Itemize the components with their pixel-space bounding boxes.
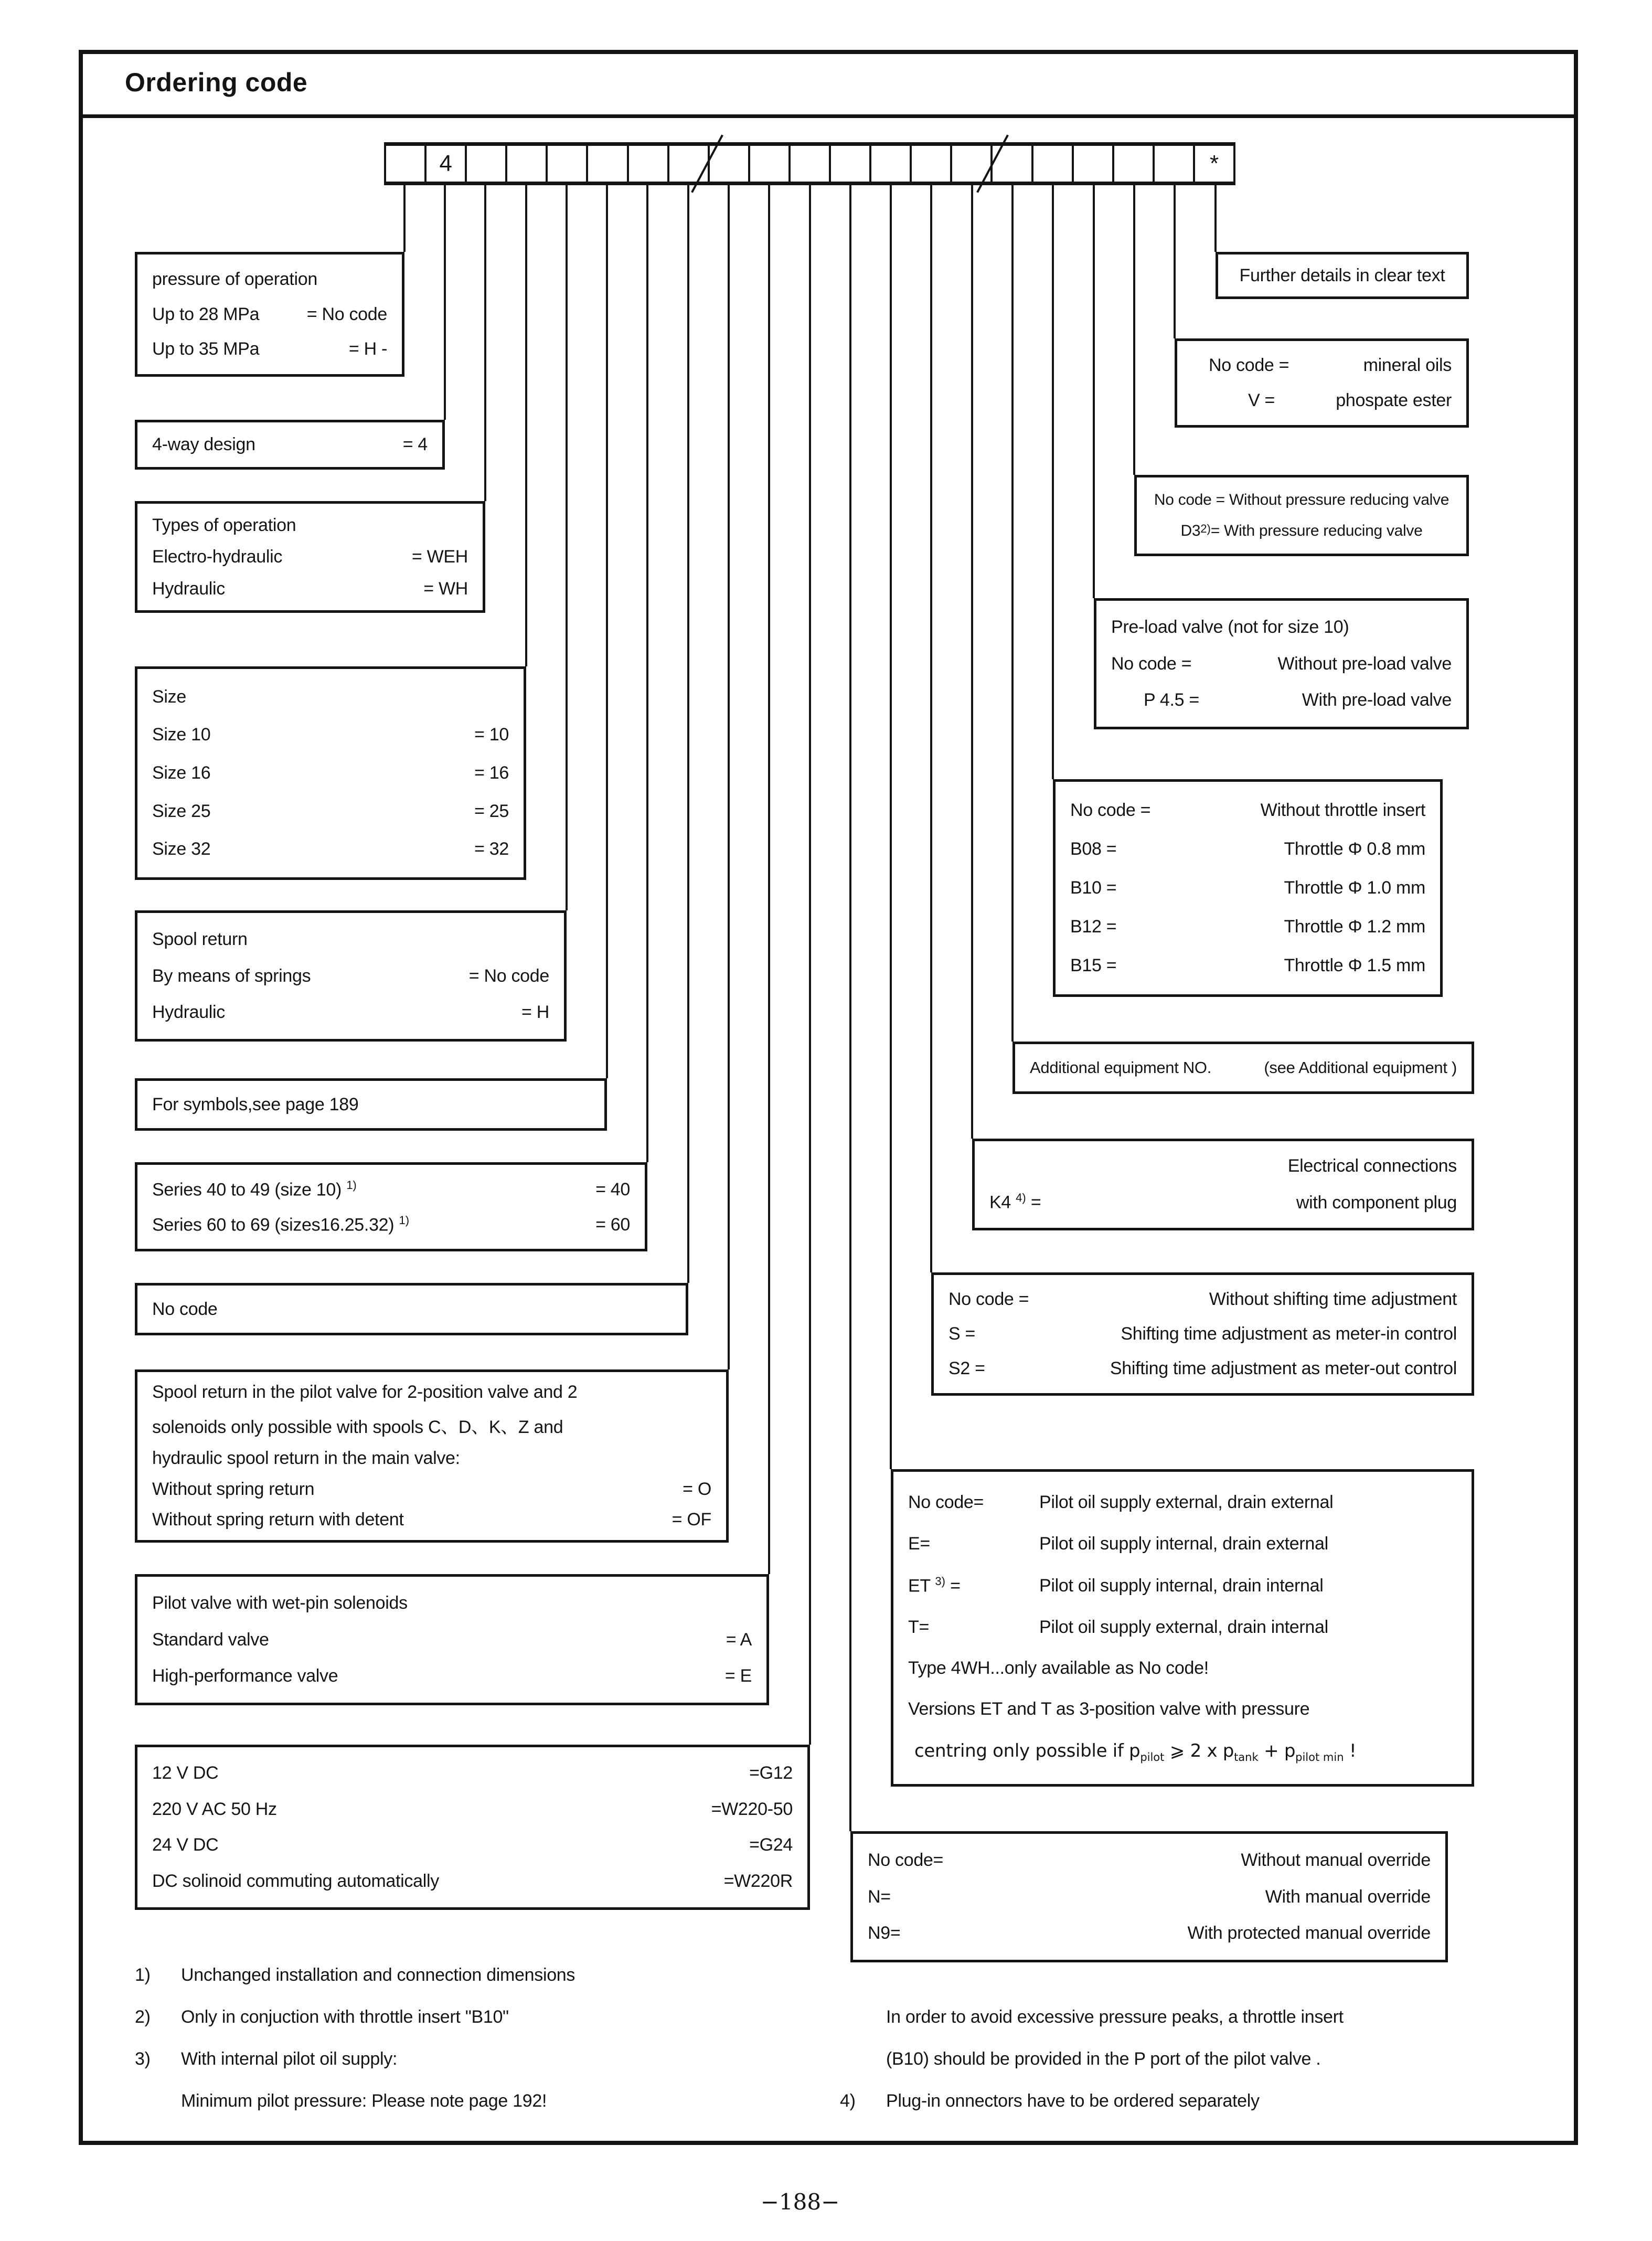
option-label: Additional equipment NO. [1030, 1058, 1212, 1077]
option-label: P 4.5 = [1144, 690, 1199, 710]
box-further-details [1216, 252, 1469, 299]
box-spool-return-pilot-valve [135, 1369, 729, 1543]
footnote-ref: 2) [1200, 522, 1211, 536]
connector-line [606, 185, 608, 1078]
option-label: K4 $^{4)}$ = [989, 1191, 1041, 1213]
option-label: S = [948, 1324, 976, 1344]
option-label: E= [908, 1533, 930, 1554]
option-label: Hydraulic [152, 578, 226, 599]
code-cell: * [1210, 151, 1219, 176]
footnote [135, 2049, 397, 2069]
box-title: Electrical connections [1287, 1156, 1457, 1176]
box-text: solenoids only possible with spools C、D、K、Z and [152, 1417, 563, 1438]
option-label: Up to 35 MPa [152, 339, 260, 359]
box-formula: centring only possible if $p_{pilot}$ ⩾ 2 x $p_{tank} + p_{pilot min}$ ! [914, 1740, 1357, 1764]
option-code: =G12 [749, 1762, 793, 1783]
option-label: Without spring return with detent [152, 1509, 404, 1530]
box-spool-return [135, 910, 567, 1042]
footnote-text: Only in conjuction with throttle insert "B10" [181, 2007, 509, 2027]
footnote-number: 3) [135, 2049, 151, 2069]
option-label: S2 = [948, 1358, 985, 1378]
box-pilot-valve-wet-pin [135, 1574, 769, 1705]
code-cell [1074, 146, 1114, 182]
code-cell [710, 146, 750, 182]
option-code: = 40 [595, 1180, 630, 1200]
code-cell [871, 146, 912, 182]
option-label: By means of springs [152, 965, 311, 986]
subscript: tank [1234, 1750, 1259, 1764]
option-label: Size 10 [152, 725, 211, 745]
option-desc: Shifting time adjustment as meter-in control [1121, 1324, 1457, 1344]
footnote [840, 2091, 1260, 2111]
option-desc: With protected manual override [1187, 1923, 1431, 1943]
connector-line [728, 185, 730, 1369]
footnote-ref: 3) [935, 1575, 945, 1588]
option-label: 4-way design [152, 434, 255, 454]
option-label: B12 = [1070, 917, 1117, 937]
connector-line [849, 185, 851, 1831]
footnote-text: Unchanged installation and connection dimensions [181, 1965, 575, 1985]
option-line: D3 2) = With pressure reducing valve [1180, 522, 1423, 540]
box-preload-valve [1094, 598, 1469, 729]
option-label: ET $^{3)}$ = [908, 1575, 961, 1596]
connector-line [1174, 185, 1176, 338]
option-desc: with component plug [1296, 1192, 1457, 1213]
footnote-number: 4) [840, 2091, 856, 2111]
box-title: pressure of operation [152, 269, 318, 289]
connector-line [1011, 185, 1014, 1042]
connector-line [1214, 185, 1217, 252]
option-desc: Without shifting time adjustment [1209, 1289, 1457, 1309]
footnote [135, 2091, 547, 2111]
option-desc: With manual override [1265, 1886, 1431, 1907]
code-cell [831, 146, 871, 182]
option-label: Size 32 [152, 839, 211, 859]
footnote-text: In order to avoid excessive pressure peaks, a throttle insert [886, 2007, 1344, 2027]
option-desc: Without pre-load valve [1277, 653, 1452, 674]
box-throttle-insert [1053, 779, 1443, 997]
footnote-text: Plug-in onnectors have to be ordered separately [886, 2091, 1260, 2111]
code-cell [629, 146, 669, 182]
connector-line [809, 185, 811, 1745]
box-electrical-connections [972, 1139, 1474, 1230]
option-code: = WEH [411, 547, 468, 567]
title-separator [79, 114, 1578, 118]
option-desc: Pilot oil supply internal, drain external [1039, 1533, 1328, 1554]
connector-line [930, 185, 932, 1272]
box-title: Pre-load valve (not for size 10) [1111, 617, 1349, 637]
box-fluid-type [1175, 338, 1469, 428]
box-pressure-reducing-valve [1134, 475, 1469, 556]
code-cell [548, 146, 588, 182]
connector-line [971, 185, 973, 1139]
option-label: B10 = [1070, 878, 1117, 898]
code-cell [507, 146, 548, 182]
option-code: = 4 [402, 434, 428, 454]
box-title: Types of operation [152, 515, 296, 535]
option-code: = 10 [474, 725, 509, 745]
option-label: 24 V DC [152, 1835, 219, 1855]
option-code: = 16 [474, 762, 509, 783]
box-shifting-time [931, 1272, 1474, 1396]
option-desc: Shifting time adjustment as meter-out control [1110, 1358, 1457, 1378]
code-cell [1114, 146, 1155, 182]
connector-line [484, 185, 486, 501]
code-cell [1033, 146, 1074, 182]
connector-line [444, 185, 446, 420]
footnote-text: Minimum pilot pressure: Please note page 192! [181, 2091, 547, 2111]
code-cell [588, 146, 628, 182]
option-label: No code= [868, 1850, 944, 1870]
box-4-way-design [135, 420, 445, 470]
option-label: B15 = [1070, 955, 1117, 975]
footnote-text: With internal pilot oil supply: [181, 2049, 398, 2069]
code-cell [386, 146, 427, 182]
box-title: Size [152, 686, 186, 707]
option-label: Up to 28 MPa [152, 304, 260, 324]
code-cell: 4 [427, 146, 467, 182]
connector-line [566, 185, 568, 910]
code-cell [750, 146, 791, 182]
connector-line [646, 185, 648, 1162]
option-desc: phospate ester [1336, 390, 1452, 410]
option-code: = H - [348, 339, 387, 359]
option-desc: Pilot oil supply external, drain external [1039, 1492, 1334, 1513]
option-code: = 25 [474, 801, 509, 821]
footnote-number: 1) [135, 1965, 151, 1985]
footnote-number: 2) [135, 2007, 151, 2027]
box-solenoid-voltage [135, 1745, 810, 1910]
code-cell [467, 146, 507, 182]
connector-line [1093, 185, 1095, 598]
code-cell [1155, 146, 1195, 182]
option-code: = No code [306, 304, 387, 324]
connector-line [687, 185, 689, 1283]
option-label: Hydraulic [152, 1002, 226, 1023]
box-series [135, 1162, 647, 1251]
box-title: Further details in clear text [1239, 265, 1445, 285]
option-code: = A [726, 1629, 752, 1650]
footnote-ref: 1) [346, 1178, 357, 1192]
option-label: 220 V AC 50 Hz [152, 1799, 277, 1819]
box-manual-override [850, 1831, 1448, 1962]
option-label: Series 60 to 69 (sizes16.25.32) $^{1)}$ [152, 1213, 410, 1235]
option-code: = O [683, 1479, 711, 1499]
option-label: No code = [1070, 800, 1151, 820]
option-desc: (see Additional equipment ) [1264, 1058, 1457, 1077]
option-label: Series 40 to 49 (size 10) $^{1)}$ [152, 1178, 357, 1200]
subscript: pilot [1140, 1750, 1165, 1764]
option-code: =W220-50 [711, 1799, 793, 1819]
option-desc: Throttle Φ 1.5 mm [1284, 955, 1425, 975]
page-number: −188− [760, 2189, 840, 2215]
connector-line [1133, 185, 1135, 475]
option-code: = OF [672, 1509, 711, 1530]
option-label: Size 16 [152, 762, 211, 783]
option-label: Electro-hydraulic [152, 547, 283, 567]
box-additional-equipment [1012, 1042, 1474, 1094]
option-desc: Without throttle insert [1260, 800, 1425, 820]
option-label: B08 = [1070, 839, 1117, 859]
option-code: = No code [468, 965, 549, 986]
page-title: Ordering code [125, 68, 308, 97]
option-code: = WH [423, 578, 468, 599]
option-desc: With pre-load valve [1302, 690, 1452, 710]
footnote [135, 2007, 509, 2027]
connector-line [890, 185, 892, 1469]
box-note: Type 4WH...only available as No code! [908, 1658, 1209, 1679]
option-code: =W220R [723, 1871, 793, 1892]
option-label: V = [1248, 390, 1275, 410]
subscript: pilot min [1295, 1750, 1344, 1764]
connector-line [403, 185, 406, 252]
box-pressure-of-operation [135, 252, 404, 377]
option-label: N= [868, 1886, 891, 1907]
connector-line [1052, 185, 1054, 779]
footnote [135, 1965, 575, 1985]
option-label: Standard valve [152, 1629, 269, 1650]
box-title: Pilot valve with wet-pin solenoids [152, 1592, 408, 1613]
option-desc: Pilot oil supply internal, drain internal [1039, 1576, 1324, 1596]
box-text: Spool return in the pilot valve for 2-position valve and 2 [152, 1382, 578, 1403]
ordering-code-row [384, 142, 1235, 185]
option-desc: Throttle Φ 1.0 mm [1284, 878, 1425, 898]
code-cell [912, 146, 952, 182]
footnote-ref: 1) [399, 1213, 410, 1227]
footnote-ref: 4) [1016, 1191, 1026, 1205]
code-cell [669, 146, 710, 182]
option-label: DC solinoid commuting automatically [152, 1871, 439, 1892]
box-symbols-note [135, 1078, 607, 1131]
box-title: For symbols,see page 189 [152, 1094, 359, 1114]
option-label: No code = [1111, 653, 1192, 674]
option-label: High-performance valve [152, 1666, 338, 1686]
option-label: No code= [908, 1492, 984, 1513]
box-pilot-oil-supply [891, 1469, 1474, 1787]
box-text: hydraulic spool return in the main valve: [152, 1448, 460, 1469]
option-desc: Pilot oil supply external, drain internal [1039, 1617, 1328, 1637]
box-size [135, 666, 526, 880]
box-note: Versions ET and T as 3-position valve with pressure [908, 1699, 1310, 1719]
option-code: =G24 [749, 1835, 793, 1855]
option-label: Size 25 [152, 801, 211, 821]
box-title: Spool return [152, 929, 248, 949]
option-label: 12 V DC [152, 1762, 219, 1783]
box-no-code [135, 1283, 688, 1335]
option-label: Without spring return [152, 1479, 315, 1499]
option-code: = 32 [474, 839, 509, 859]
option-label: No code = [1209, 355, 1289, 376]
option-code: = H [521, 1002, 549, 1023]
option-label: T= [908, 1617, 930, 1637]
connector-line [525, 185, 527, 666]
option-desc: Throttle Φ 0.8 mm [1284, 839, 1425, 859]
connector-line [768, 185, 770, 1574]
option-desc: Without manual override [1241, 1850, 1431, 1870]
code-cell [791, 146, 831, 182]
option-code: = 60 [595, 1215, 630, 1235]
footnote [840, 2049, 1320, 2069]
option-code: = E [724, 1666, 752, 1686]
footnote [840, 2007, 1344, 2027]
option-label: No code = [948, 1289, 1029, 1309]
box-types-of-operation [135, 501, 485, 613]
option-desc: mineral oils [1363, 355, 1452, 376]
box-title: No code [152, 1299, 218, 1319]
option-desc: Throttle Φ 1.2 mm [1284, 917, 1425, 937]
footnote-text: (B10) should be provided in the P port of the pilot valve . [886, 2049, 1321, 2069]
option-label: N9= [868, 1923, 901, 1943]
option-line: No code = Without pressure reducing valve [1154, 491, 1450, 508]
